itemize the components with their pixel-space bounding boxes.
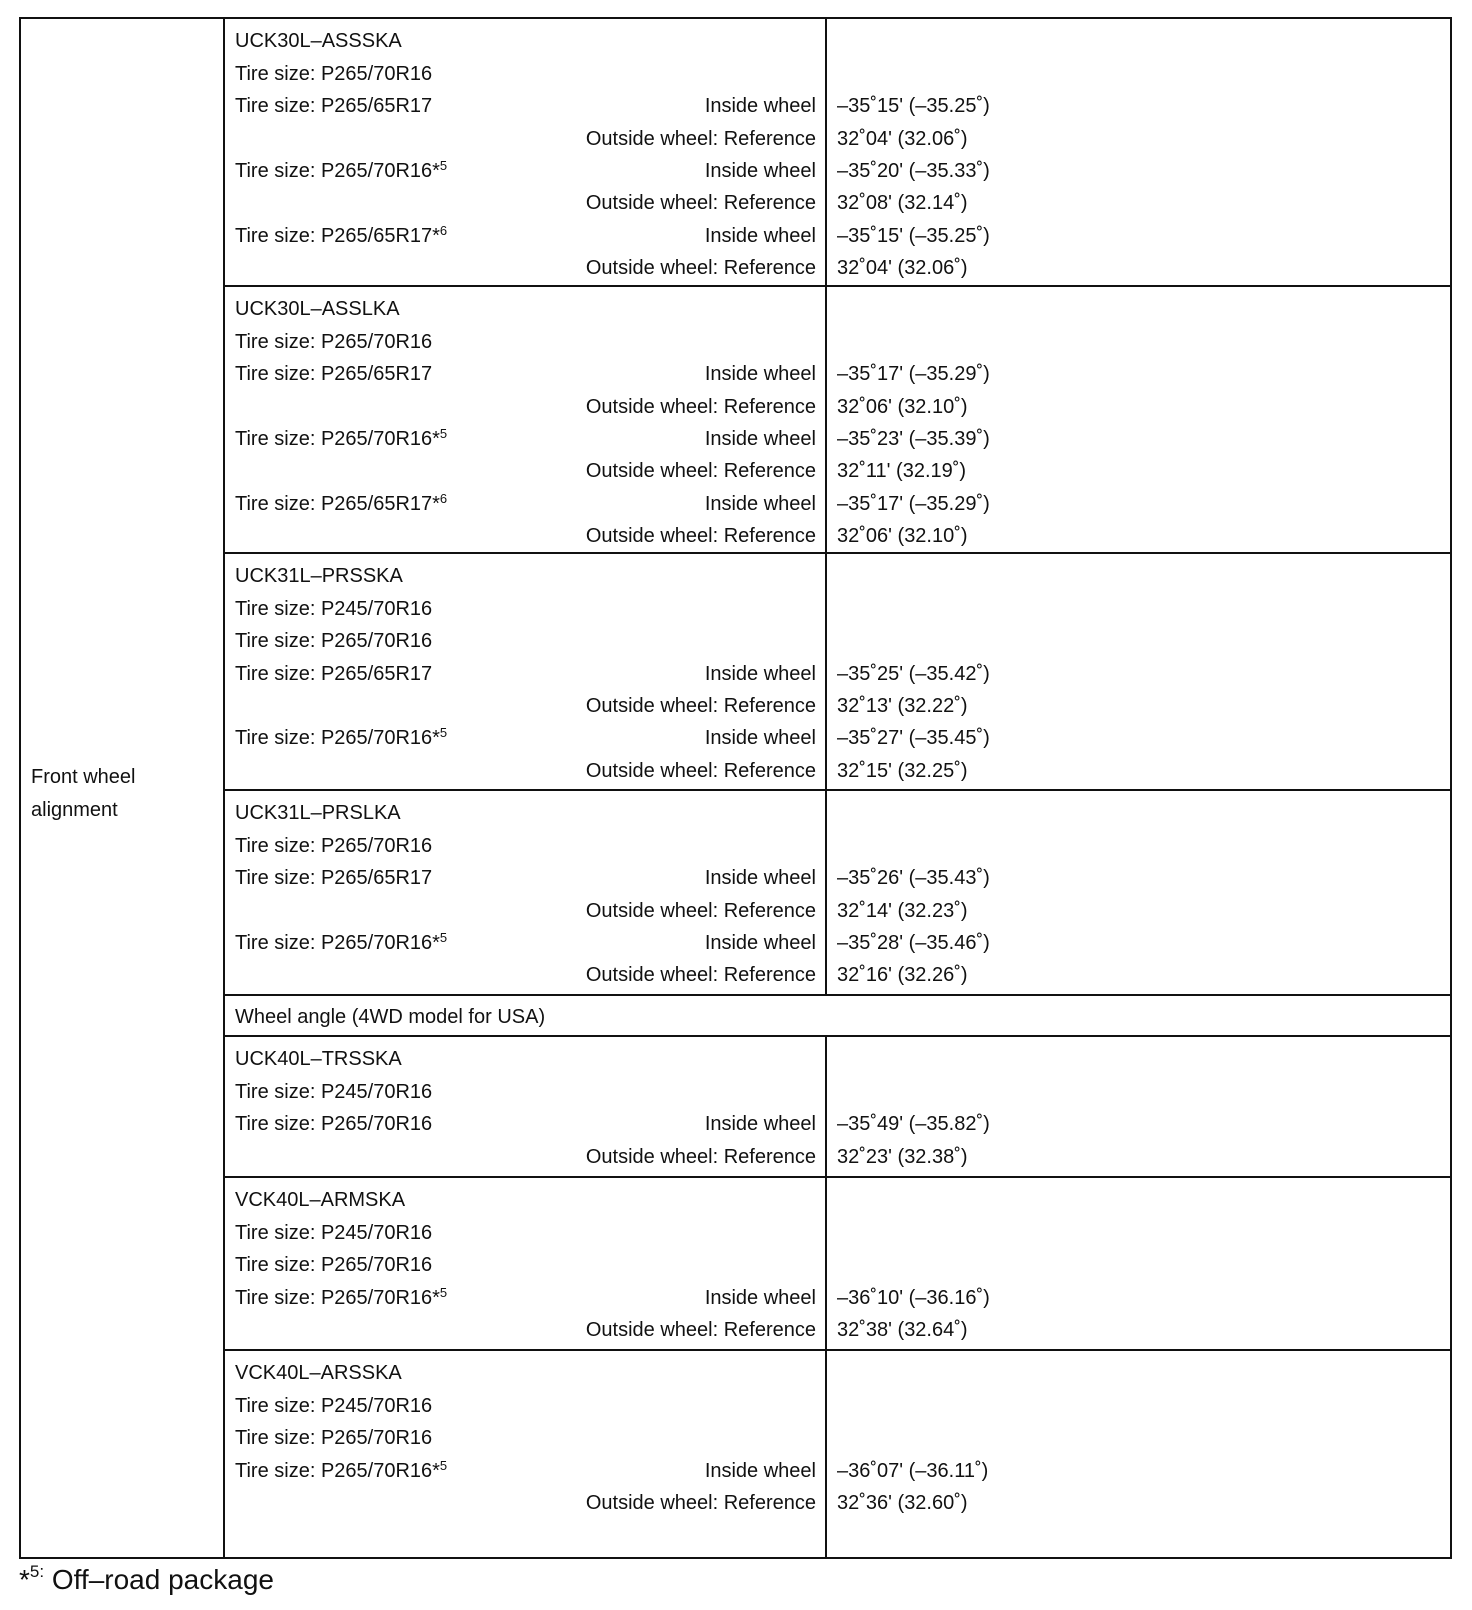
spec-row — [225, 1108, 1450, 1141]
angle-value: –35˚23' (–35.39˚) — [837, 428, 990, 450]
wheel-label: Outside wheel: Reference — [585, 257, 816, 279]
spec-row — [225, 155, 1450, 188]
wheel-label: Inside wheel — [704, 1287, 816, 1309]
category-label — [31, 761, 136, 827]
angle-value: –36˚10' (–36.16˚) — [837, 1287, 990, 1309]
spec-row — [225, 488, 1450, 521]
angle-value: 32˚13' (32.22˚) — [837, 695, 968, 717]
spec-row — [225, 658, 1450, 691]
left-category-cell — [21, 19, 225, 1557]
angle-value: 32˚06' (32.10˚) — [837, 396, 968, 418]
wheel-label: Inside wheel — [704, 493, 816, 515]
model-group — [225, 552, 1450, 790]
model-code: UCK31L–PRSLKA — [235, 802, 401, 824]
tire-size: Tire size: P245/70R16 — [235, 598, 433, 620]
tire-size: Tire size: P265/70R16*$^5$ — [235, 158, 448, 182]
angle-value: 32˚36' (32.60˚) — [837, 1492, 968, 1514]
spec-row — [225, 187, 1450, 220]
alignment-table — [19, 17, 1452, 1559]
spec-row — [225, 252, 1450, 285]
tire-size: Tire size: P245/70R16 — [235, 1395, 433, 1417]
spec-row — [225, 959, 1450, 992]
footnote-number: 5: — [29, 1562, 45, 1581]
wheel-label: Inside wheel — [704, 932, 816, 954]
footnote-ref: 6 — [439, 223, 448, 238]
spec-row — [225, 358, 1450, 391]
model-group — [225, 1349, 1450, 1557]
spec-row — [225, 391, 1450, 424]
spec-row — [225, 830, 1450, 863]
spec-row — [225, 625, 1450, 658]
model-code: UCK30L–ASSSKA — [235, 30, 402, 52]
tire-size: Tire size: P245/70R16 — [235, 1222, 433, 1244]
tire-size: Tire size: P265/65R17 — [235, 95, 433, 117]
model-group — [225, 789, 1450, 995]
model-group — [225, 1176, 1450, 1350]
wheel-label: Inside wheel — [704, 225, 816, 247]
spec-row — [225, 593, 1450, 626]
tire-size: Tire size: P265/70R16*$^5$ — [235, 930, 448, 954]
tire-size: Tire size: P265/70R16*$^5$ — [235, 725, 448, 749]
spec-row — [225, 1314, 1450, 1347]
spec-row — [225, 1282, 1450, 1315]
spec-row — [225, 1455, 1450, 1488]
angle-value: –35˚25' (–35.42˚) — [837, 663, 990, 685]
wheel-label: Inside wheel — [704, 727, 816, 749]
spec-row — [225, 423, 1450, 456]
spec-row — [225, 1076, 1450, 1109]
wheel-label: Inside wheel — [704, 363, 816, 385]
footnote-ref: 6 — [439, 491, 448, 506]
angle-value: 32˚14' (32.23˚) — [837, 900, 968, 922]
wheel-label: Inside wheel — [704, 663, 816, 685]
category-label-line: alignment — [31, 799, 118, 821]
tire-size: Tire size: P265/65R17 — [235, 663, 433, 685]
tire-size: Tire size: P265/65R17 — [235, 867, 433, 889]
spec-row — [225, 220, 1450, 253]
angle-value: –35˚27' (–35.45˚) — [837, 727, 990, 749]
spec-row — [225, 722, 1450, 755]
wheel-label: Inside wheel — [704, 1113, 816, 1135]
spec-row — [225, 1249, 1450, 1282]
model-group — [225, 19, 1450, 287]
angle-value: 32˚23' (32.38˚) — [837, 1146, 968, 1168]
wheel-label: Inside wheel — [704, 95, 816, 117]
tire-size: Tire size: P265/70R16 — [235, 1427, 433, 1449]
tire-size: Tire size: P265/70R16*$^5$ — [235, 1458, 448, 1482]
footnote: *$^{5:}$ Off–road package — [19, 1562, 274, 1595]
angle-value: –35˚49' (–35.82˚) — [837, 1113, 990, 1135]
angle-value: –35˚17' (–35.29˚) — [837, 363, 990, 385]
wheel-label: Outside wheel: Reference — [585, 460, 816, 482]
section-header: Wheel angle (4WD model for USA) — [235, 1006, 546, 1028]
footnote-ref: 5 — [439, 725, 448, 740]
tire-size: Tire size: P265/70R16 — [235, 331, 433, 353]
spec-row — [225, 1422, 1450, 1455]
tire-size: Tire size: P265/70R16 — [235, 63, 433, 85]
model-group — [225, 1035, 1450, 1177]
tire-size: Tire size: P265/65R17*$^6$ — [235, 491, 448, 515]
tire-size: Tire size: P265/70R16 — [235, 1254, 433, 1276]
angle-value: –35˚26' (–35.43˚) — [837, 867, 990, 889]
spec-row — [225, 1390, 1450, 1423]
angle-value: 32˚15' (32.25˚) — [837, 760, 968, 782]
spec-row — [225, 690, 1450, 723]
tire-size: Tire size: P265/70R16 — [235, 1113, 433, 1135]
wheel-label: Outside wheel: Reference — [585, 760, 816, 782]
spec-row — [225, 1217, 1450, 1250]
angle-value: 32˚04' (32.06˚) — [837, 257, 968, 279]
wheel-label: Inside wheel — [704, 428, 816, 450]
tire-size: Tire size: P265/65R17 — [235, 363, 433, 385]
model-code: UCK40L–TRSSKA — [235, 1048, 402, 1070]
spec-row — [225, 90, 1450, 123]
spec-row — [225, 755, 1450, 788]
tire-size: Tire size: P245/70R16 — [235, 1081, 433, 1103]
spec-row — [225, 455, 1450, 488]
footnote-text: Off–road package — [44, 1564, 274, 1595]
wheel-label: Outside wheel: Reference — [585, 900, 816, 922]
tire-size: Tire size: P265/65R17*$^6$ — [235, 223, 448, 247]
footnote-ref: 5 — [439, 1458, 448, 1473]
angle-value: –35˚28' (–35.46˚) — [837, 932, 990, 954]
model-code: VCK40L–ARMSKA — [235, 1189, 406, 1211]
section-header-row — [225, 994, 1450, 1036]
angle-value: –35˚20' (–35.33˚) — [837, 160, 990, 182]
wheel-label: Outside wheel: Reference — [585, 525, 816, 547]
wheel-label: Outside wheel: Reference — [585, 192, 816, 214]
wheel-label: Inside wheel — [704, 160, 816, 182]
footnote-ref: 5 — [439, 1285, 448, 1300]
spec-row — [225, 1487, 1450, 1520]
tire-size: Tire size: P265/70R16 — [235, 835, 433, 857]
spec-row — [225, 927, 1450, 960]
model-group — [225, 285, 1450, 553]
angle-value: –35˚15' (–35.25˚) — [837, 225, 990, 247]
category-label-line: Front wheel — [31, 766, 136, 788]
footnote-ref: 5 — [439, 930, 448, 945]
spec-row — [225, 520, 1450, 553]
wheel-label: Outside wheel: Reference — [585, 695, 816, 717]
wheel-label: Inside wheel — [704, 867, 816, 889]
model-code: UCK30L–ASSLKA — [235, 298, 400, 320]
wheel-label: Outside wheel: Reference — [585, 1319, 816, 1341]
wheel-label: Outside wheel: Reference — [585, 1492, 816, 1514]
tire-size: Tire size: P265/70R16 — [235, 630, 433, 652]
spec-row — [225, 326, 1450, 359]
wheel-label: Inside wheel — [704, 1460, 816, 1482]
wheel-label: Outside wheel: Reference — [585, 396, 816, 418]
spec-row — [225, 895, 1450, 928]
spec-row — [225, 1141, 1450, 1174]
angle-value: 32˚08' (32.14˚) — [837, 192, 968, 214]
angle-value: –35˚15' (–35.25˚) — [837, 95, 990, 117]
model-code: VCK40L–ARSSKA — [235, 1362, 402, 1384]
wheel-label: Outside wheel: Reference — [585, 1146, 816, 1168]
footnote-ref: 5 — [439, 158, 448, 173]
angle-value: 32˚16' (32.26˚) — [837, 964, 968, 986]
wheel-label: Outside wheel: Reference — [585, 964, 816, 986]
angle-value: –36˚07' (–36.11˚) — [837, 1460, 989, 1482]
tire-size: Tire size: P265/70R16*$^5$ — [235, 426, 448, 450]
angle-value: 32˚06' (32.10˚) — [837, 525, 968, 547]
footnote-ref: 5 — [439, 426, 448, 441]
spec-row — [225, 123, 1450, 156]
tire-size: Tire size: P265/70R16*$^5$ — [235, 1285, 448, 1309]
angle-value: 32˚11' (32.19˚) — [837, 460, 967, 482]
spec-row — [225, 862, 1450, 895]
angle-value: 32˚38' (32.64˚) — [837, 1319, 968, 1341]
spec-row — [225, 58, 1450, 91]
wheel-label: Outside wheel: Reference — [585, 128, 816, 150]
model-code: UCK31L–PRSSKA — [235, 565, 403, 587]
angle-value: –35˚17' (–35.29˚) — [837, 493, 990, 515]
angle-value: 32˚04' (32.06˚) — [837, 128, 968, 150]
